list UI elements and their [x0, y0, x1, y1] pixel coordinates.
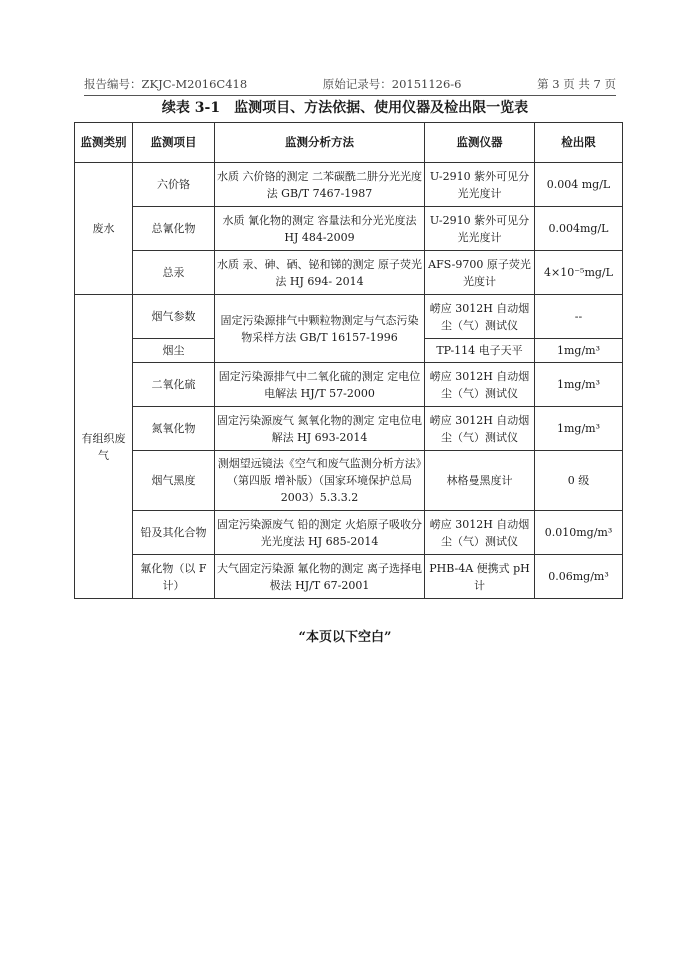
item-cell: 氟化物（以 F 计） — [133, 555, 215, 599]
method-cell: 水质 六价铬的测定 二苯碳酰二肼分光光度法 GB/T 7467-1987 — [215, 163, 425, 207]
table-row — [75, 555, 623, 599]
report-number: 报告编号：ZKJC-M2016C418 — [84, 77, 248, 91]
table-row — [75, 407, 623, 451]
limit-cell: 0.06mg/m³ — [535, 555, 623, 599]
category-cell: 有组织废气 — [75, 295, 133, 599]
instrument-cell: AFS-9700 原子荧光光度计 — [425, 251, 535, 295]
item-cell: 铅及其化合物 — [133, 511, 215, 555]
monitoring-table — [74, 122, 623, 599]
item-cell: 烟气参数 — [133, 295, 215, 339]
table-title: 续表 3-1 监测项目、方法依据、使用仪器及检出限一览表 — [161, 100, 529, 116]
table-row — [75, 511, 623, 555]
limit-cell: 0.004mg/L — [535, 207, 623, 251]
limit-cell: 0 级 — [535, 451, 623, 511]
blank-below-note: “本页以下空白” — [298, 630, 392, 645]
header-method: 监测分析方法 — [215, 123, 425, 163]
instrument-cell: 崂应 3012H 自动烟尘（气）测试仪 — [425, 363, 535, 407]
method-cell: 固定污染源废气 氮氧化物的测定 定电位电解法 HJ 693-2014 — [215, 407, 425, 451]
item-cell: 总汞 — [133, 251, 215, 295]
instrument-cell: PHB-4A 便携式 pH 计 — [425, 555, 535, 599]
item-cell: 烟尘 — [133, 339, 215, 363]
table-row — [75, 251, 623, 295]
item-cell: 烟气黑度 — [133, 451, 215, 511]
header-limit: 检出限 — [535, 123, 623, 163]
limit-cell: 1mg/m³ — [535, 339, 623, 363]
instrument-cell: 林格曼黑度计 — [425, 451, 535, 511]
method-cell: 水质 汞、砷、硒、铋和锑的测定 原子荧光法 HJ 694- 2014 — [215, 251, 425, 295]
instrument-cell: U-2910 紫外可见分光光度计 — [425, 163, 535, 207]
item-cell: 六价铬 — [133, 163, 215, 207]
record-number: 原始记录号：20151126-6 — [322, 77, 462, 91]
instrument-cell: 崂应 3012H 自动烟尘（气）测试仪 — [425, 407, 535, 451]
limit-cell: 1mg/m³ — [535, 407, 623, 451]
instrument-cell: 崂应 3012H 自动烟尘（气）测试仪 — [425, 295, 535, 339]
method-cell: 大气固定污染源 氟化物的测定 离子选择电极法 HJ/T 67-2001 — [215, 555, 425, 599]
item-cell: 总氰化物 — [133, 207, 215, 251]
method-cell: 固定污染源排气中二氧化硫的测定 定电位电解法 HJ/T 57-2000 — [215, 363, 425, 407]
table-row — [75, 363, 623, 407]
table-row — [75, 163, 623, 207]
table-header-row — [75, 123, 623, 163]
header-item: 监测项目 — [133, 123, 215, 163]
table-row — [75, 295, 623, 339]
limit-cell: 0.010mg/m³ — [535, 511, 623, 555]
item-cell: 氮氧化物 — [133, 407, 215, 451]
method-cell: 测烟望远镜法《空气和废气监测分析方法》（第四版 增补版）（国家环境保护总局 2003）5.3.3.2 — [215, 451, 425, 511]
page-number: 第 3 页 共 7 页 — [537, 77, 616, 91]
limit-cell: 4×10⁻⁵mg/L — [535, 251, 623, 295]
limit-cell: 1mg/m³ — [535, 363, 623, 407]
instrument-cell: U-2910 紫外可见分光光度计 — [425, 207, 535, 251]
table-row — [75, 451, 623, 511]
header-instrument: 监测仪器 — [425, 123, 535, 163]
header-category: 监测类别 — [75, 123, 133, 163]
table-row — [75, 207, 623, 251]
category-cell: 废水 — [75, 163, 133, 295]
instrument-cell: 崂应 3012H 自动烟尘（气）测试仪 — [425, 511, 535, 555]
limit-cell: -- — [535, 295, 623, 339]
method-cell: 固定污染源废气 铅的测定 火焰原子吸收分光光度法 HJ 685-2014 — [215, 511, 425, 555]
method-cell: 固定污染源排气中颗粒物测定与气态污染物采样方法 GB/T 16157-1996 — [215, 295, 425, 363]
page-header — [84, 76, 616, 96]
instrument-cell: TP-114 电子天平 — [425, 339, 535, 363]
limit-cell: 0.004 mg/L — [535, 163, 623, 207]
method-cell: 水质 氰化物的测定 容量法和分光光度法 HJ 484-2009 — [215, 207, 425, 251]
item-cell: 二氧化硫 — [133, 363, 215, 407]
